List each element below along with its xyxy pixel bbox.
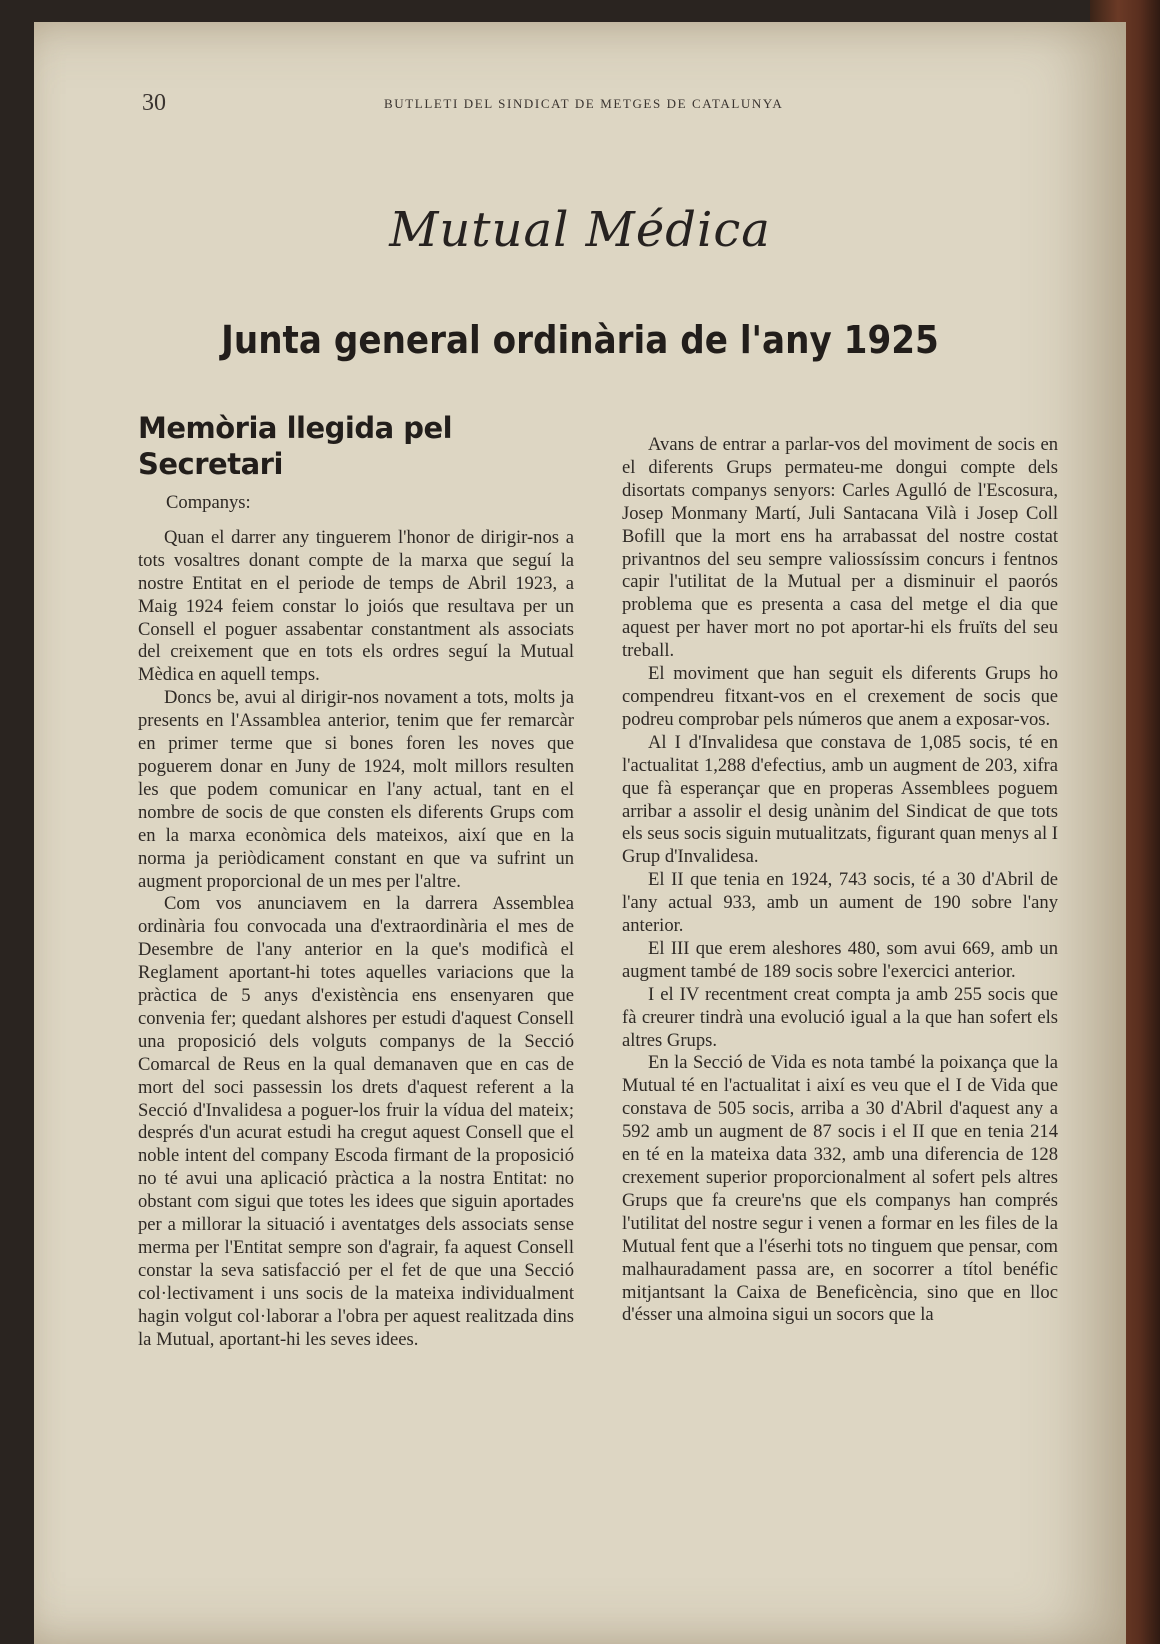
article-title: Junta general ordinària de l'any 1925	[221, 318, 939, 362]
book-page	[34, 22, 1126, 1644]
paragraph: Avans de entrar a parlar-vos del moviment de socis en el diferents Grups permateu-me dongui compte dels disortats companys senyors: Carles Agulló de l'Escosura, Josep Monmany Martí, Juli Santacana Vilà i Josep Coll Bofill que la mort ens ha arrabassat del nostre costat privantnos del seu sempre valiossíssim concurs i fentnos capir l'utilitat de la Mutual per a disminuir el paorós problema que es presenta a casa del metge el dia que aquest per haver mort no pot aportar-hi els fruïts del seu treball.	[622, 434, 1058, 662]
paragraph: Doncs be, avui al dirigir-nos novament a tots, molts ja presents en l'Assamblea anterior, tenim que fer remarcàr en primer terme que si bones foren les noves que poguerem donar en Juny de 1924, molt millors resulten les que podem comunicar en l'any actual, tant en el nombre de socis de que consten els diferents Grups com en la marxa econòmica dels mateixos, així que en la norma ja periòdicament constant en que va sufrint un augment proporcional de un mes per l'altre.	[138, 687, 574, 892]
column-subtitle: Memòria llegida pel Secretari	[138, 411, 453, 481]
salutation: Companys:	[166, 492, 251, 513]
running-head: BUTLLETI DEL SINDICAT DE METGES DE CATALUNYA	[384, 96, 784, 111]
left-column	[138, 410, 574, 1352]
page-header	[34, 90, 1126, 120]
paragraph: El II que tenia en 1924, 743 socis, té a 30 d'Abril de l'any actual 933, amb un aument de 190 sobre l'any anterior.	[622, 869, 1058, 937]
page-number: 30	[142, 90, 166, 116]
paragraph: Quan el darrer any tinguerem l'honor de dirigir-nos a tots vosaltres donant compte de la marxa que seguí la nostre Entitat en el periode de temps de Abril 1923, a Maig 1924 feiem constar lo joiós que resultava per un Consell el poguer assabentar constantment als associats del creixement que en tots els ordres seguí la Mutual Mèdica en aquell temps.	[138, 526, 574, 686]
paragraph: En la Secció de Vida es nota també la poixança que la Mutual té en l'actualitat i així es veu que el I de Vida que constava de 505 socis, arriba a 30 d'Abril d'aquest any a 592 amb un augment de 87 socis i el II que en tenia 214 en té en la mateixa data 332, amb una diferencia de 128 crexement superior proporcionalment al sofert pels altres Grups que fa creure'ns que els companys han comprés l'utilitat del nostre segur i venen a formar en les files de la Mutual fent que a l'éserhi tots no tinguem que pensar, com malhauradament passa are, en socorrer a títol benéfic mitjantsant la Caixa de Beneficència, sino que en lloc d'ésser una almoina sigui un socors que la	[622, 1052, 1058, 1326]
paragraph: Al I d'Invalidesa que constava de 1,085 socis, té en l'actualitat 1,288 d'efectius, amb un augment de 203, xifra que fà esperançar que en properas Assemblees poguem arribar a assolir el desig unànim del Sindicat de que tots els seus socis siguin mutualitzats, figurant quan menys al I Grup d'Invalidesa.	[622, 731, 1058, 868]
section-title: Mutual Médica	[389, 202, 771, 258]
paragraph: I el IV recentment creat compta ja amb 255 socis que fà creurer tindrà una evolució igual a la que han sofert els altres Grups.	[622, 983, 1058, 1051]
right-column	[622, 434, 1058, 1327]
paragraph: El moviment que han seguit els diferents Grups ho compendreu fitxant-vos en el crexement de socis que podreu comprobar pels números que anem a exposar-vos.	[622, 663, 1058, 730]
paragraph: El III que erem aleshores 480, som avui 669, amb un augment també de 189 socis sobre l'exercici anterior.	[622, 937, 1058, 982]
paragraph: Com vos anunciavem en la darrera Assemblea ordinària fou convocada una d'extraordinària el mes de Desembre de l'any anterior en la que's modificà el Reglament aportant-hi totes aquelles variacions que la pràctica de 5 anys d'existència ens ensenyaren que convenia fer; quedant alshores per estudi d'aquest Consell una proposició dels volguts companys de la Secció Comarcal de Reus en la qual demanaven que en cas de mort del soci passessin los drets d'aquest referent a la Secció d'Invalidesa a poguer-los fruir la vídua del mateix; després d'un acurat estudi ha cregut aquest Consell que el noble intent del company Escoda firmant de la proposició no té avui una aplicació pràctica a la nostra Entitat: no obstant com sigui que totes les idees que siguin aportades per a millorar la situació i aventatges dels associats sense merma per l'Entitat sempre son d'agrair, fa aquest Consell constar la seva satisfacció per el fet de que una Secció col·lectivament i uns socis de la mateixa individualment hagin volgut col·laborar a l'obra per aquest realitzada dins la Mutual, aportant-hi les seves idees.	[138, 893, 574, 1350]
